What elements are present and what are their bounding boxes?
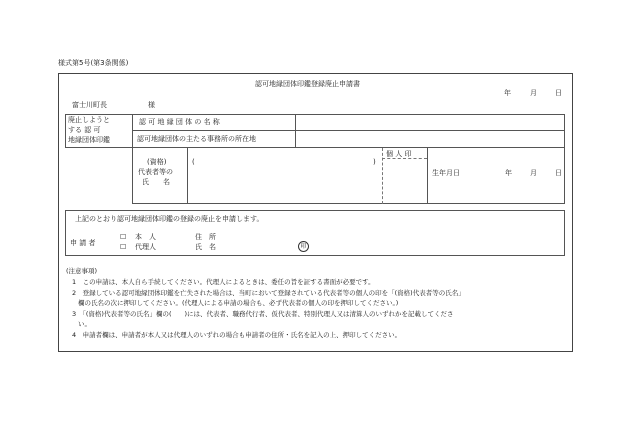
address-label: 住 所 bbox=[195, 233, 216, 241]
group-left-label-1: 廃止しようと bbox=[68, 116, 110, 124]
note-line-5: い。 bbox=[78, 320, 91, 328]
representative-table bbox=[132, 148, 565, 204]
seal-mark-icon: 印 bbox=[298, 241, 309, 252]
checkbox-agent[interactable]: ☐ bbox=[120, 243, 127, 251]
date-day-label: 日 bbox=[555, 89, 562, 97]
note-line-1: 1 この申請は、本人自ら手続してください。代理人によるときは、委任の旨を証する書面が必要です。 bbox=[72, 278, 375, 286]
form-number: 様式第5号(第3条関係) bbox=[58, 59, 129, 67]
date-month-label: 月 bbox=[530, 89, 537, 97]
note-line-3: 欄の氏名の次に押印してください。(代理人による申請の場合も、必ず代表者の個人の印を押印してください。) bbox=[78, 299, 399, 307]
representative-open-paren: ( bbox=[192, 158, 195, 166]
personal-seal-label: 個 人 印 bbox=[386, 150, 412, 158]
date-year-label: 年 bbox=[504, 89, 511, 97]
notes-heading: (注意事項) bbox=[66, 267, 98, 275]
representative-label-2: 代表者等の bbox=[138, 168, 173, 176]
application-statement: 上記のとおり認可地縁団体印鑑の登録の廃止を申請します。 bbox=[75, 215, 264, 223]
group-left-label-2: する 認 可 bbox=[68, 126, 101, 134]
group-name-value[interactable] bbox=[300, 117, 560, 127]
birth-month-label: 月 bbox=[530, 169, 537, 177]
note-line-2: 2 登録している認可地縁団体印鑑を亡失された場合は、当町において登録されている代表者等の個人の印を「(資格)代表者等の氏名」 bbox=[72, 289, 465, 297]
option-self-label: 本 人 bbox=[135, 233, 156, 241]
representative-close-paren: ) bbox=[373, 158, 376, 166]
representative-label-3: 氏 名 bbox=[142, 178, 170, 186]
birth-year-label: 年 bbox=[505, 169, 512, 177]
note-line-6: 4 申請者欄は、申請者が本人又は代理人のいずれの場合も申請者の住所・氏名を記入の上、押印してください。 bbox=[72, 331, 402, 339]
birthdate-label: 生年月日 bbox=[432, 169, 460, 177]
form-title: 認可地縁団体印鑑登録廃止申請書 bbox=[255, 80, 360, 88]
group-name-label: 認 可 地 縁 団 体 の 名 称 bbox=[139, 118, 220, 126]
addressee-place: 富士川町長 bbox=[72, 101, 107, 109]
birth-day-label: 日 bbox=[555, 169, 562, 177]
note-line-4: 3 「(資格)代表者等の氏名」欄の( )には、代表者、職務代行者、仮代表者、特別代理人又は清算人のいずれかを記載してくださ bbox=[72, 310, 454, 318]
option-agent-label: 代理人 bbox=[135, 243, 156, 251]
group-left-label-3: 地縁団体印鑑 bbox=[68, 136, 110, 144]
representative-label-1: (資格) bbox=[147, 158, 167, 166]
group-office-value[interactable] bbox=[300, 134, 560, 144]
applicant-label: 申 請 者 bbox=[70, 239, 96, 247]
name-label: 氏 名 bbox=[195, 243, 216, 251]
checkbox-self[interactable]: ☐ bbox=[120, 233, 127, 241]
addressee-honorific: 様 bbox=[148, 101, 155, 109]
group-office-label: 認可地縁団体の主たる事務所の所在地 bbox=[137, 135, 256, 143]
